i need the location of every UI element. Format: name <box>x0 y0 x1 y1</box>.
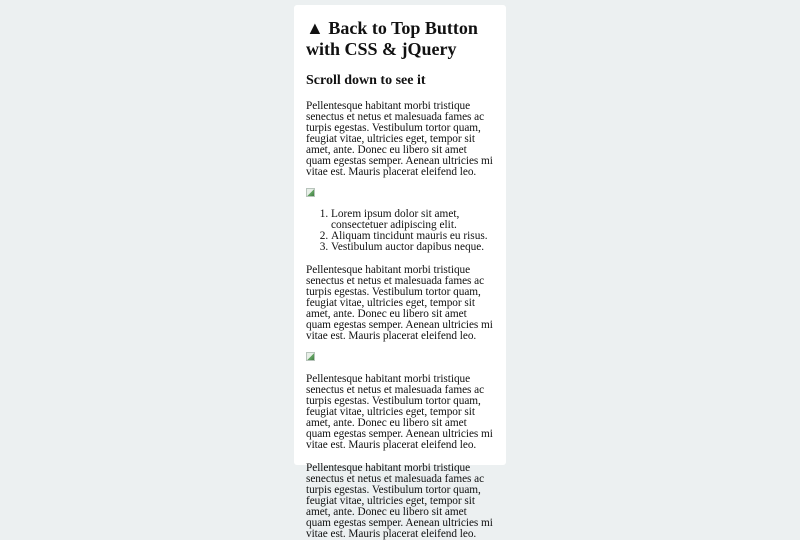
page-title <box>306 18 494 60</box>
content-card <box>294 5 506 540</box>
page-subtitle: Scroll down to see it <box>306 73 426 88</box>
paragraph-2: Pellentesque habitant morbi tristique senectus et netus et malesuada fames ac turpis egestas. Vestibulum tortor quam, feugiat vitae, ultricies eget, tempor sit amet, ante. Donec eu libero sit amet quam egestas semper. Aenean ultricies mi vitae est. Mauris placerat eleifend leo. <box>306 264 493 342</box>
broken-image-icon <box>306 188 316 198</box>
page-title-text: Back to Top Button with CSS & jQuery <box>306 18 478 59</box>
triangle-up-icon: ▲ <box>306 18 324 38</box>
ordered-list <box>306 209 494 253</box>
broken-image-icon <box>306 352 316 362</box>
list-item: 1. Lorem ipsum dolor sit amet, consectetuer adipiscing elit. <box>331 209 494 231</box>
paragraph-4: Pellentesque habitant morbi tristique senectus et netus et malesuada fames ac turpis egestas. Vestibulum tortor quam, feugiat vitae, ultricies eget, tempor sit amet, ante. Donec eu libero sit amet quam egestas semper. Aenean ultricies mi vitae est. Mauris placerat eleifend leo. <box>306 462 493 540</box>
paragraph-1: Pellentesque habitant morbi tristique senectus et netus et malesuada fames ac turpis egestas. Vestibulum tortor quam, feugiat vitae, ultricies eget, tempor sit amet, ante. Donec eu libero sit amet quam egestas semper. Aenean ultricies mi vitae est. Mauris placerat eleifend leo. <box>306 100 493 178</box>
paragraph-3: Pellentesque habitant morbi tristique senectus et netus et malesuada fames ac turpis egestas. Vestibulum tortor quam, feugiat vitae, ultricies eget, tempor sit amet, ante. Donec eu libero sit amet quam egestas semper. Aenean ultricies mi vitae est. Mauris placerat eleifend leo. <box>306 373 493 451</box>
list-item: 2. Aliquam tincidunt mauris eu risus. <box>331 231 494 242</box>
list-item: 3. Vestibulum auctor dapibus neque. <box>331 242 494 253</box>
